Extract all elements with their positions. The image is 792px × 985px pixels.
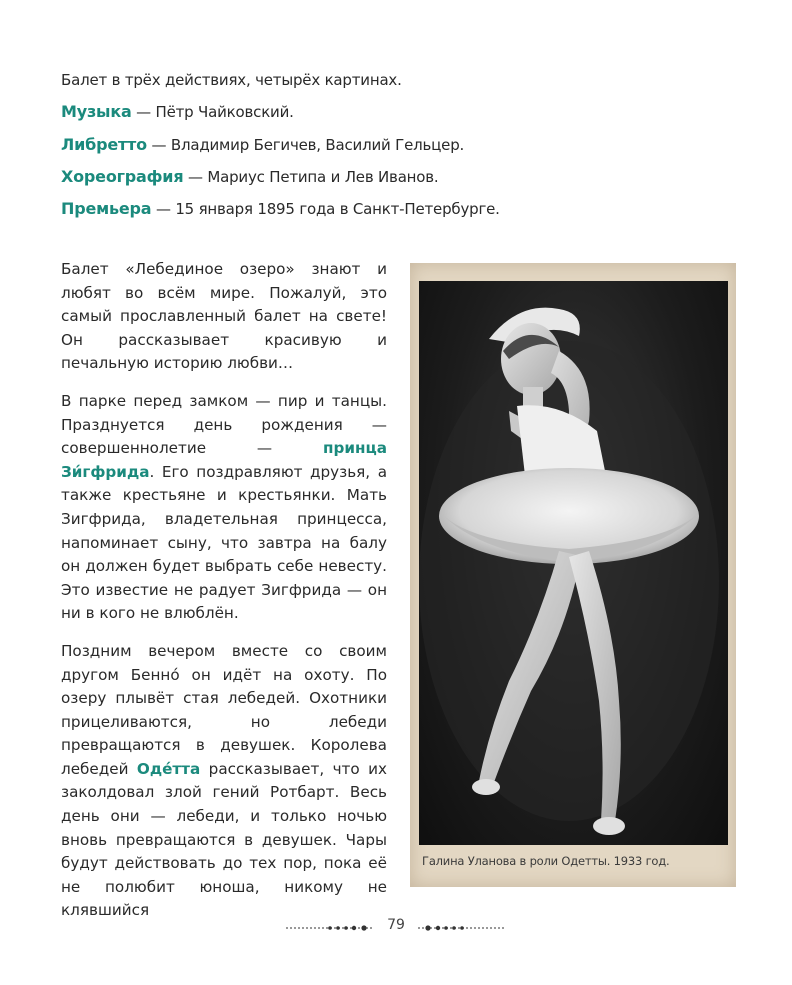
paragraph-hunt-start: Поздним вечером вместе со своим другом Бенно́ он идёт на охоту. По озеру плывёт стая лебедей. Охотники прицеливаются, но лебеди превращаются в девушек. Королева лебедей [61, 641, 387, 778]
premiere-label: Премьера [61, 199, 152, 219]
libretto-text: — Владимир Бегичев, Василий Гельцер. [146, 135, 465, 154]
choreography-line [61, 167, 741, 199]
ballet-structure-line: Балет в трёх действиях, четырёх картинах. [61, 71, 402, 89]
photo-frame [410, 263, 736, 887]
siegfried-name: принца Зи́гфрида [61, 439, 387, 481]
premiere-line [61, 199, 741, 231]
photo-caption: Галина Уланова в роли Одетты. 1933 год. [422, 854, 670, 868]
ballerina-illustration [419, 281, 728, 845]
paragraph-park-end: . Его поздравляют друзья, а также крестьяне и крестьянки. Мать Зигфрида, владетельная принцесса, напоминает сыну, что завтра на балу он должен будет выбрать себе невесту. Это известие не радует Зигфрида — он ни в кого не влюблён. [61, 462, 387, 623]
music-label: Музыка [61, 102, 132, 122]
choreography-label: Хореография [61, 166, 184, 186]
paragraph-park [61, 390, 387, 626]
paragraph-hunt [61, 640, 387, 923]
page-footer [280, 915, 512, 943]
paragraph-intro: Балет «Лебединое озеро» знают и любят во всём мире. Пожалуй, это самый прославленный балет на свете! Он рассказывает красивую и печальную историю любви… [61, 260, 387, 373]
odette-name: Оде́тта [136, 759, 201, 778]
premiere-text: — 15 января 1895 года в Санкт-Петербурге. [151, 200, 500, 219]
paragraph-park-start: В парке перед замком — пир и танцы. Празднуется день рождения — совершеннолетие — [61, 391, 387, 458]
libretto-label: Либретто [61, 134, 147, 154]
libretto-line [61, 135, 741, 167]
ballet-info-block [61, 70, 741, 231]
music-line [61, 102, 741, 134]
page-number: 79 [387, 917, 405, 933]
music-text: — Пётр Чайковский. [131, 103, 294, 122]
paragraph-hunt-end: рассказывает, что их заколдовал злой гений Ротбарт. Весь день они — лебеди, и только ночью вновь превращаются в девушек. Чары будут действовать до тех пор, пока её не полюбит юноша, никому не клявшийся [61, 759, 387, 920]
story-text [61, 258, 387, 937]
choreography-text: — Мариус Петипа и Лев Иванов. [183, 167, 439, 186]
ballerina-photo [419, 281, 728, 845]
